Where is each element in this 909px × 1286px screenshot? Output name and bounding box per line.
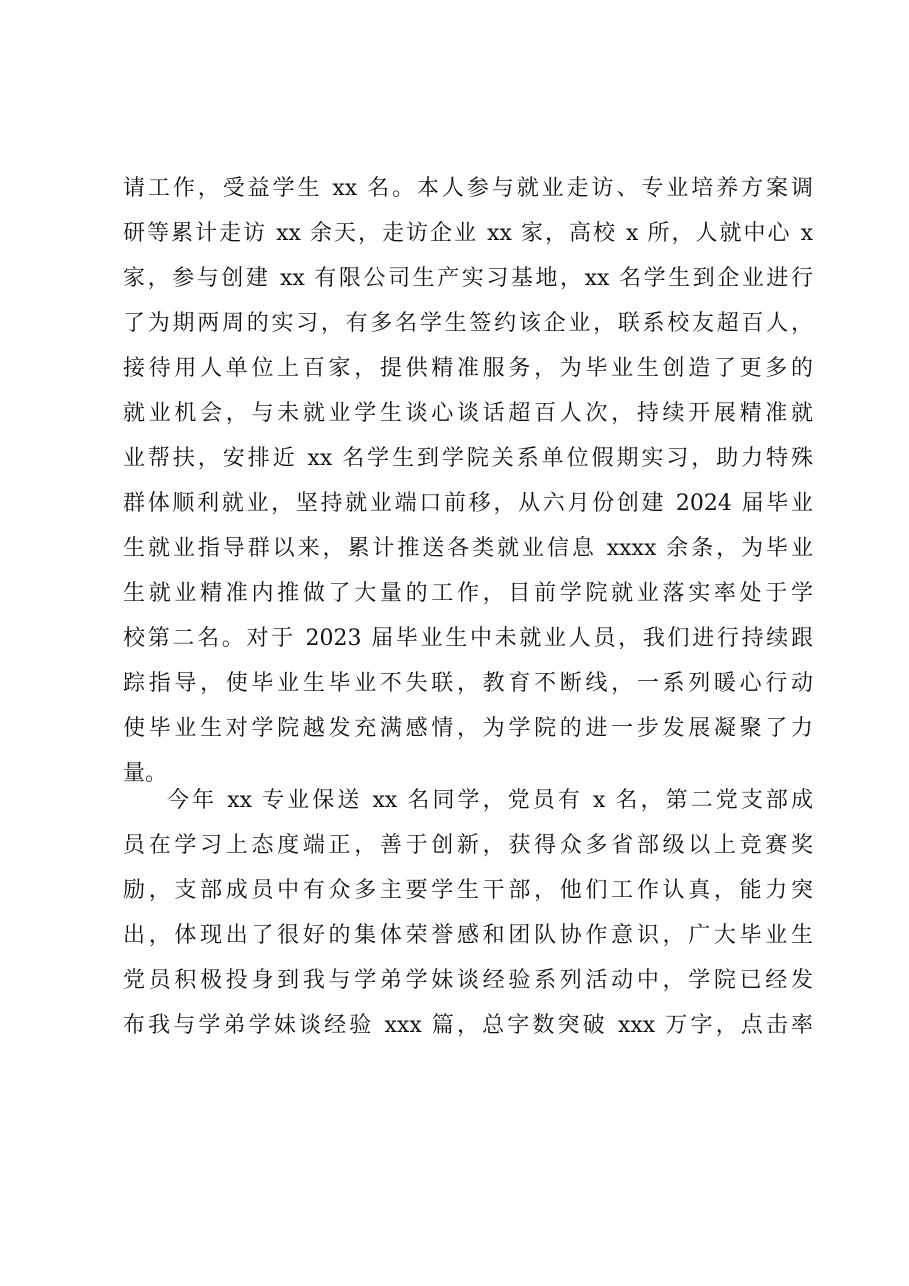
paragraph-line: 家，参与创建 xx 有限公司生产实习基地，xx 名学生到企业进行 xyxy=(123,266,813,291)
paragraph-party-members xyxy=(123,778,813,1048)
paragraph-line: 请工作，受益学生 xx 名。本人参与就业走访、专业培养方案调 xyxy=(123,176,813,201)
paragraph-line: 生就业指导群以来，累计推送各类就业信息 xxxx 余条，为毕业 xyxy=(123,536,813,561)
paragraph-line: 使毕业生对学院越发充满感情，为学院的进一步发展凝聚了力 xyxy=(123,716,813,741)
paragraph-line: 踪指导，使毕业生毕业不失联，教育不断线，一系列暖心行动 xyxy=(123,671,813,696)
paragraph-line: 布我与学弟学妹谈经验 xxx 篇，总字数突破 xxx 万字，点击率 xyxy=(123,1013,813,1038)
paragraph-line: 了为期两周的实习，有多名学生签约该企业，联系校友超百人， xyxy=(123,311,813,336)
paragraph-line: 党员积极投身到我与学弟学妹谈经验系列活动中，学院已经发 xyxy=(123,968,813,993)
paragraph-line: 接待用人单位上百家，提供精准服务，为毕业生创造了更多的 xyxy=(123,356,813,381)
paragraph-line: 出，体现出了很好的集体荣誉感和团队协作意识，广大毕业生 xyxy=(123,923,813,948)
paragraph-line: 群体顺利就业，坚持就业端口前移，从六月份创建 2024 届毕业 xyxy=(123,491,813,516)
paragraph-line: 业帮扶，安排近 xx 名学生到学院关系单位假期实习，助力特殊 xyxy=(123,446,813,471)
paragraph-first-line: 今年 xx 专业保送 xx 名同学，党员有 x 名，第二党支部成 xyxy=(167,788,813,813)
paragraph-line: 就业机会，与未就业学生谈心谈话超百人次，持续开展精准就 xyxy=(123,401,813,426)
paragraph-employment-work xyxy=(123,166,813,796)
paragraph-line: 员在学习上态度端正，善于创新，获得众多省部级以上竞赛奖 xyxy=(123,833,813,858)
paragraph-line: 量。 xyxy=(123,761,168,786)
paragraph-line: 生就业精准内推做了大量的工作，目前学院就业落实率处于学 xyxy=(123,581,813,606)
paragraph-line: 研等累计走访 xx 余天，走访企业 xx 家，高校 x 所，人就中心 x xyxy=(123,221,813,246)
paragraph-line: 励，支部成员中有众多主要学生干部，他们工作认真，能力突 xyxy=(123,878,813,903)
paragraph-line: 校第二名。对于 2023 届毕业生中未就业人员，我们进行持续跟 xyxy=(123,626,813,651)
